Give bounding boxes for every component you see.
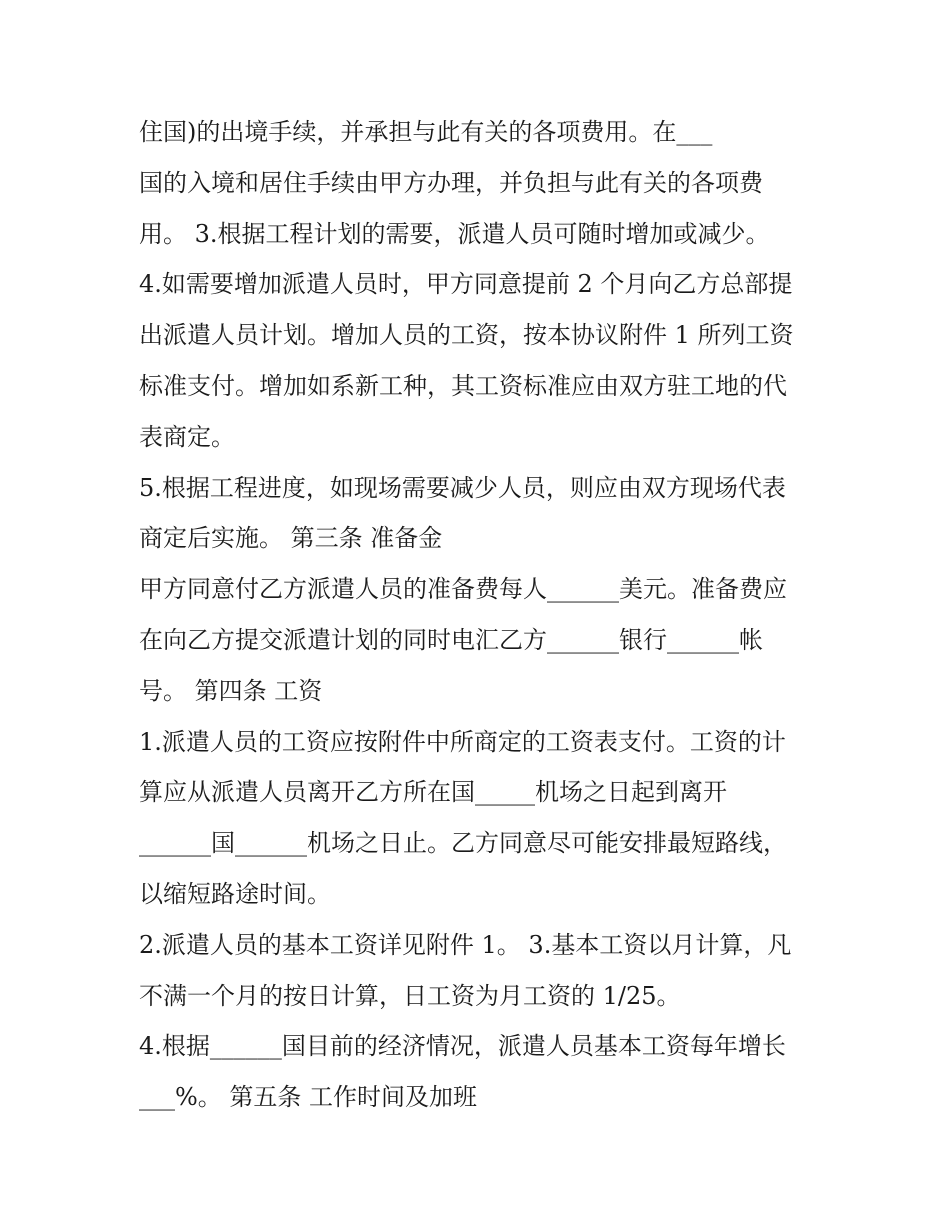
text-line: 国的入境和居住手续由甲方办理，并负担与此有关的各项费 bbox=[139, 168, 763, 197]
text-line: 标准支付。增加如系新工种，其工资标准应由双方驻工地的代 bbox=[139, 371, 787, 400]
text-line: 4.根据______国目前的经济情况，派遣人员基本工资每年增长 bbox=[139, 1032, 786, 1061]
text-line: 4.如需要增加派遣人员时，甲方同意提前 2 个月向乙方总部提 bbox=[139, 270, 793, 299]
text-line: ______国______机场之日止。乙方同意尽可能安排最短路线， bbox=[139, 829, 787, 858]
text-line: 算应从派遣人员离开乙方所在国_____机场之日起到离开 bbox=[139, 778, 727, 807]
text-line: 表商定。 bbox=[139, 422, 235, 451]
text-line: 在向乙方提交派遣计划的同时电汇乙方______银行______帐 bbox=[139, 625, 763, 654]
text-line: 用。 3.根据工程计划的需要，派遣人员可随时增加或减少。 bbox=[139, 219, 770, 248]
text-line: 号。 第四条 工资 bbox=[139, 676, 323, 705]
text-line: 甲方同意付乙方派遣人员的准备费每人______美元。准备费应 bbox=[139, 575, 787, 604]
text-line: 以缩短路途时间。 bbox=[139, 879, 331, 908]
text-line: 5.根据工程进度，如现场需要减少人员，则应由双方现场代表 bbox=[139, 473, 786, 502]
text-line: 不满一个月的按日计算，日工资为月工资的 1/25。 bbox=[139, 981, 681, 1010]
text-line: 商定后实施。 第三条 准备金 bbox=[139, 524, 443, 553]
text-line: 1.派遣人员的工资应按附件中所商定的工资表支付。工资的计 bbox=[139, 727, 786, 756]
text-line: ___%。 第五条 工作时间及加班 bbox=[139, 1083, 478, 1112]
document-body bbox=[139, 107, 819, 1123]
text-line: 住国)的出境手续，并承担与此有关的各项费用。在___ bbox=[139, 118, 713, 146]
text-line: 出派遣人员计划。增加人员的工资，按本协议附件 1 所列工资 bbox=[139, 321, 794, 350]
text-line: 2.派遣人员的基本工资详见附件 1。 3.基本工资以月计算，凡 bbox=[139, 930, 792, 959]
